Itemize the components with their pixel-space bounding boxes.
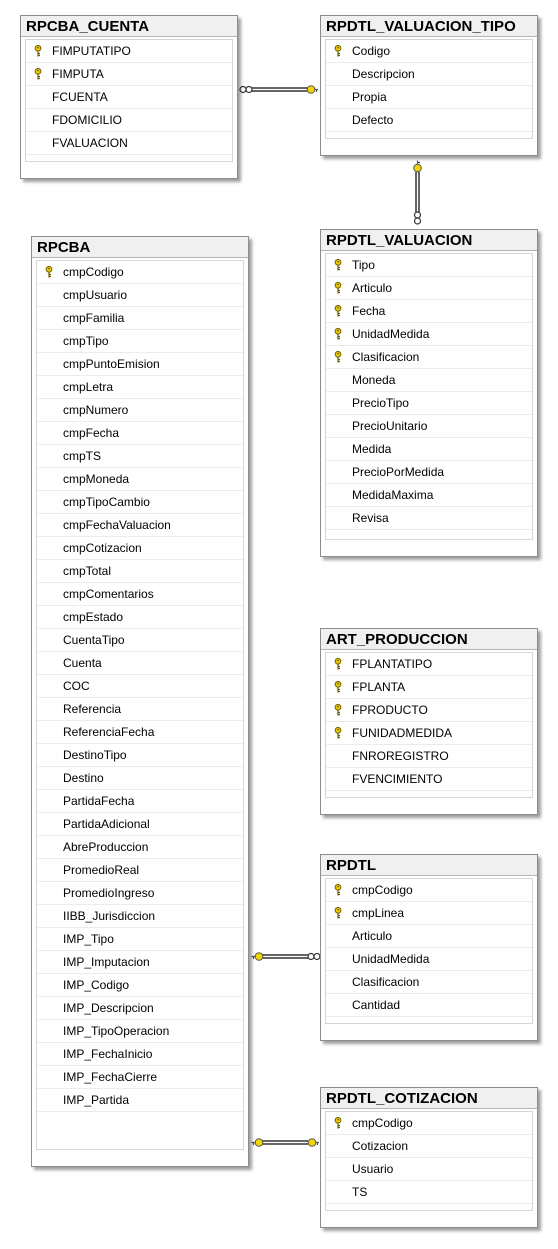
column-name: PrecioUnitario <box>352 419 428 433</box>
column-name: FUNIDADMEDIDA <box>352 726 453 740</box>
column-name: IMP_Codigo <box>63 978 130 992</box>
column-name: Referencia <box>63 702 122 716</box>
column-name: IMP_Descripcion <box>63 1001 154 1015</box>
column-name: cmpFechaValuacion <box>63 518 171 532</box>
column-list <box>325 39 533 139</box>
column-name: cmpLetra <box>63 380 114 394</box>
column-name: DestinoTipo <box>63 748 127 762</box>
column-name: Tipo <box>352 258 375 272</box>
column-row[interactable] <box>37 606 243 629</box>
primary-key-column-row[interactable] <box>326 879 532 902</box>
column-row[interactable] <box>37 882 243 905</box>
column-name: Clasificacion <box>352 350 420 364</box>
column-row[interactable] <box>37 514 243 537</box>
column-row[interactable] <box>37 974 243 997</box>
key-icon <box>45 266 53 278</box>
column-list <box>25 39 233 162</box>
column-name: PrecioTipo <box>352 396 409 410</box>
one-end-key-icon <box>414 161 422 172</box>
key-icon <box>334 704 342 716</box>
table-rpdtl-cotizacion[interactable] <box>320 1087 538 1228</box>
column-name: IMP_Imputacion <box>63 955 150 969</box>
primary-key-column-row[interactable] <box>326 676 532 699</box>
column-row[interactable] <box>326 925 532 948</box>
table-title: RPCBA_CUENTA <box>21 16 237 37</box>
column-name: IMP_TipoOperacion <box>63 1024 170 1038</box>
column-row[interactable] <box>326 1135 532 1158</box>
column-name: Clasificacion <box>352 975 420 989</box>
column-row[interactable] <box>37 859 243 882</box>
column-row[interactable] <box>37 1089 243 1112</box>
column-row[interactable] <box>326 86 532 109</box>
column-row[interactable] <box>37 376 243 399</box>
primary-key-column-row[interactable] <box>326 40 532 63</box>
table-rpcba-cuenta[interactable] <box>20 15 238 179</box>
one-end-key-icon <box>252 1139 263 1147</box>
column-row[interactable] <box>326 484 532 507</box>
column-row[interactable] <box>37 468 243 491</box>
primary-key-column-row[interactable] <box>26 40 232 63</box>
column-name: IMP_Tipo <box>63 932 114 946</box>
column-name: TS <box>352 1185 368 1199</box>
column-name: cmpFamilia <box>63 311 125 325</box>
primary-key-column-row[interactable] <box>326 300 532 323</box>
table-title: RPDTL_VALUACION <box>321 230 537 251</box>
column-row[interactable] <box>37 721 243 744</box>
table-rpdtl-valuacion[interactable] <box>320 229 538 557</box>
column-name: FPLANTATIPO <box>352 657 433 671</box>
column-row[interactable] <box>326 461 532 484</box>
column-name: AbreProduccion <box>63 840 149 854</box>
relationship-cotizacion-rpcba[interactable] <box>252 1139 320 1147</box>
column-row[interactable] <box>37 284 243 307</box>
key-icon <box>334 328 342 340</box>
primary-key-column-row[interactable] <box>326 346 532 369</box>
column-row[interactable] <box>37 1066 243 1089</box>
key-icon <box>334 282 342 294</box>
column-name: Moneda <box>352 373 396 387</box>
column-name: FCUENTA <box>52 90 108 104</box>
primary-key-column-row[interactable] <box>326 277 532 300</box>
column-name: cmpCodigo <box>63 265 124 279</box>
one-end-key-icon <box>252 953 263 961</box>
column-name: IMP_FechaCierre <box>63 1070 158 1084</box>
key-icon <box>334 727 342 739</box>
column-name: COC <box>63 679 90 693</box>
primary-key-column-row[interactable] <box>326 902 532 925</box>
column-row[interactable] <box>37 928 243 951</box>
column-row[interactable] <box>37 698 243 721</box>
column-name: Descripcion <box>352 67 415 81</box>
column-name: FNROREGISTRO <box>352 749 449 763</box>
column-row[interactable] <box>37 330 243 353</box>
column-name: cmpEstado <box>63 610 124 624</box>
column-row[interactable] <box>37 790 243 813</box>
key-icon <box>334 884 342 896</box>
column-name: Destino <box>63 771 104 785</box>
column-row[interactable] <box>326 392 532 415</box>
column-name: cmpComentarios <box>63 587 154 601</box>
key-icon <box>334 351 342 363</box>
column-row[interactable] <box>326 994 532 1017</box>
column-name: CuentaTipo <box>63 633 125 647</box>
column-row[interactable] <box>37 629 243 652</box>
column-name: cmpPuntoEmision <box>63 357 160 371</box>
table-art-produccion[interactable] <box>320 628 538 815</box>
column-row[interactable] <box>326 1181 532 1204</box>
column-name: IIBB_Jurisdiccion <box>63 909 156 923</box>
column-name: PartidaAdicional <box>63 817 150 831</box>
column-name: FVALUACION <box>52 136 128 150</box>
column-name: PrecioPorMedida <box>352 465 445 479</box>
many-end-icon <box>246 87 252 93</box>
column-row[interactable] <box>26 132 232 155</box>
column-row[interactable] <box>37 951 243 974</box>
column-row[interactable] <box>37 836 243 859</box>
column-row[interactable] <box>26 86 232 109</box>
column-name: cmpTipoCambio <box>63 495 150 509</box>
column-row[interactable] <box>37 399 243 422</box>
column-name: Articulo <box>352 929 393 943</box>
column-name: FIMPUTA <box>52 67 104 81</box>
column-name: cmpMoneda <box>63 472 130 486</box>
column-row[interactable] <box>37 445 243 468</box>
primary-key-column-row[interactable] <box>326 699 532 722</box>
key-icon <box>34 68 42 80</box>
column-name: FDOMICILIO <box>52 113 123 127</box>
column-name: Defecto <box>352 113 394 127</box>
column-row[interactable] <box>37 997 243 1020</box>
column-name: Cuenta <box>63 656 102 670</box>
column-row[interactable] <box>26 109 232 132</box>
column-row[interactable] <box>326 438 532 461</box>
column-name: IMP_FechaInicio <box>63 1047 153 1061</box>
column-name: PromedioReal <box>63 863 140 877</box>
table-title: ART_PRODUCCION <box>321 629 537 650</box>
column-name: FIMPUTATIPO <box>52 44 131 58</box>
column-name: PromedioIngreso <box>63 886 155 900</box>
table-title: RPDTL <box>321 855 537 876</box>
column-row[interactable] <box>37 1020 243 1043</box>
relationship-valuacion-valuacion-tipo[interactable] <box>414 161 422 225</box>
column-row[interactable] <box>37 813 243 836</box>
column-list <box>36 260 244 1150</box>
primary-key-column-row[interactable] <box>26 63 232 86</box>
primary-key-column-row[interactable] <box>326 254 532 277</box>
column-name: UnidadMedida <box>352 952 430 966</box>
table-rpcba[interactable] <box>31 236 249 1167</box>
column-name: ReferenciaFecha <box>63 725 155 739</box>
table-rpdtl-valuacion-tipo[interactable] <box>320 15 538 156</box>
column-row[interactable] <box>37 537 243 560</box>
column-name: Cotizacion <box>352 1139 409 1153</box>
key-icon <box>334 658 342 670</box>
many-end-icon <box>415 212 421 218</box>
column-row[interactable] <box>37 583 243 606</box>
column-row[interactable] <box>37 353 243 376</box>
column-row[interactable] <box>37 767 243 790</box>
column-row[interactable] <box>326 369 532 392</box>
column-row[interactable] <box>37 307 243 330</box>
table-title: RPCBA <box>32 237 248 258</box>
column-name: Revisa <box>352 511 389 525</box>
one-end-key-icon <box>308 1139 319 1147</box>
many-end-icon <box>308 954 314 960</box>
column-name: Cantidad <box>352 998 401 1012</box>
column-name: Usuario <box>352 1162 394 1176</box>
column-row[interactable] <box>37 652 243 675</box>
key-icon <box>34 45 42 57</box>
column-row[interactable] <box>37 905 243 928</box>
many-end-icon <box>240 87 246 93</box>
column-row[interactable] <box>37 1043 243 1066</box>
column-row[interactable] <box>37 744 243 767</box>
relationship-rpdtl-rpcba[interactable] <box>252 953 321 961</box>
column-name: FPLANTA <box>352 680 406 694</box>
column-name: cmpLinea <box>352 906 405 920</box>
key-icon <box>334 907 342 919</box>
key-icon <box>334 259 342 271</box>
column-name: Fecha <box>352 304 386 318</box>
column-list <box>325 253 533 540</box>
column-row[interactable] <box>326 109 532 132</box>
column-name: FPRODUCTO <box>352 703 428 717</box>
relationship-cuenta-valuacion-tipo[interactable] <box>240 86 318 94</box>
column-row[interactable] <box>326 768 532 791</box>
column-row[interactable] <box>326 63 532 86</box>
column-name: FVENCIMIENTO <box>352 772 443 786</box>
key-icon <box>334 45 342 57</box>
column-list <box>325 652 533 798</box>
column-name: Articulo <box>352 281 393 295</box>
column-name: MedidaMaxima <box>352 488 434 502</box>
column-name: IMP_Partida <box>63 1093 130 1107</box>
column-name: Propia <box>352 90 387 104</box>
column-row[interactable] <box>326 507 532 530</box>
primary-key-column-row[interactable] <box>326 653 532 676</box>
column-row[interactable] <box>326 971 532 994</box>
column-row[interactable] <box>326 948 532 971</box>
column-name: UnidadMedida <box>352 327 430 341</box>
column-name: cmpUsuario <box>63 288 128 302</box>
column-list <box>325 1111 533 1211</box>
primary-key-column-row[interactable] <box>326 1112 532 1135</box>
column-row[interactable] <box>37 491 243 514</box>
column-row[interactable] <box>326 1158 532 1181</box>
column-name: cmpCotizacion <box>63 541 142 555</box>
column-name: cmpTS <box>63 449 102 463</box>
key-icon <box>334 681 342 693</box>
column-row[interactable] <box>37 422 243 445</box>
column-name: cmpFecha <box>63 426 120 440</box>
column-name: cmpCodigo <box>352 1116 413 1130</box>
column-name: cmpTipo <box>63 334 109 348</box>
many-end-icon <box>415 218 421 224</box>
one-end-key-icon <box>307 86 318 94</box>
column-row[interactable] <box>326 415 532 438</box>
column-row[interactable] <box>37 675 243 698</box>
column-list <box>325 878 533 1024</box>
column-name: Codigo <box>352 44 391 58</box>
column-name: cmpTotal <box>63 564 112 578</box>
key-icon <box>334 305 342 317</box>
column-name: cmpCodigo <box>352 883 413 897</box>
column-row[interactable] <box>37 560 243 583</box>
table-title: RPDTL_COTIZACION <box>321 1088 537 1109</box>
column-name: PartidaFecha <box>63 794 135 808</box>
column-name: cmpNumero <box>63 403 129 417</box>
table-rpdtl[interactable] <box>320 854 538 1041</box>
column-name: Medida <box>352 442 392 456</box>
primary-key-column-row[interactable] <box>326 722 532 745</box>
key-icon <box>334 1117 342 1129</box>
primary-key-column-row[interactable] <box>37 261 243 284</box>
table-title: RPDTL_VALUACION_TIPO <box>321 16 537 37</box>
primary-key-column-row[interactable] <box>326 323 532 346</box>
column-row[interactable] <box>326 745 532 768</box>
